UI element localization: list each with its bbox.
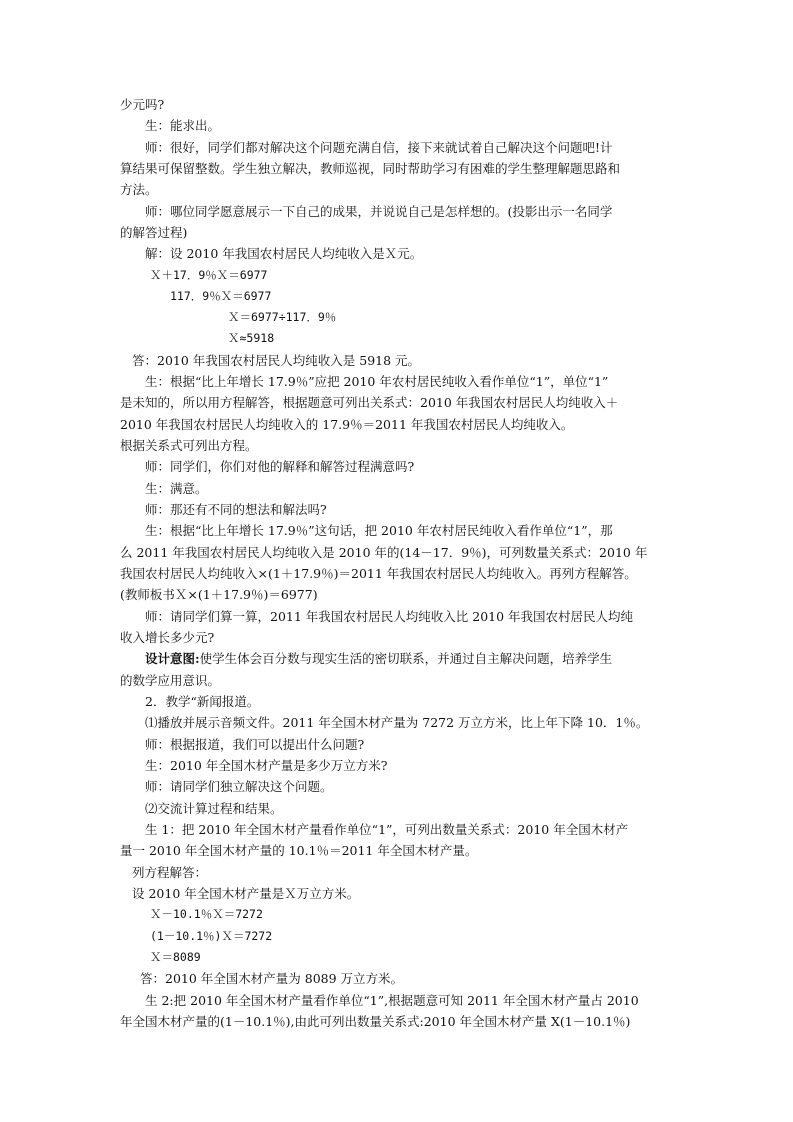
text-line: 师：请同学们算一算，2011 年我国农村居民人均纯收入比 2010 年我国农村居民人均纯: [145, 609, 634, 624]
text-line: 生：根据“比上年增长 17.9％”应把 2010 年农村居民纯收入看作单位“1”，单位“1”: [145, 374, 609, 389]
equation-line: Ｘ＋17．9％Ｘ＝6977: [150, 268, 268, 282]
text-line: 生 2:把 2010 年全国木材产量看作单位“1”,根据题意可知 2011 年全国木材产量占 2010: [145, 993, 639, 1008]
text-line: 方法。: [120, 182, 158, 197]
text-line: 的数学应用意识。: [120, 673, 221, 688]
text-line: (教师板书Ｘ×(1＋17.9％)＝6977): [120, 587, 318, 602]
design-intent-text: 使学生体会百分数与现实生活的密切联系，并通过自主解决问题，培养学生: [199, 651, 613, 666]
text-line: 生：2010 年全国木材产量是多少万立方米?: [145, 758, 388, 773]
text-line: 列方程解答：: [132, 865, 208, 880]
text-line: 的解答过程): [120, 225, 188, 240]
text-line: 么 2011 年我国农村居民人均纯收入是 2010 年的(14－17．9％)，可列数量关系式：2010 年: [120, 545, 648, 560]
design-intent-label: 设计意图:: [145, 651, 200, 666]
equation-line: Ｘ＝6977÷117．9％: [228, 310, 337, 324]
text-line: 生：满意。: [145, 481, 208, 496]
equation-line: Ｘ≈5918: [228, 331, 275, 345]
text-line: 答：2010 年全国木材产量为 8089 万立方米。: [140, 971, 404, 986]
equation-line: Ｘ＝8089: [150, 950, 201, 964]
text-line: 设 2010 年全国木材产量是Ｘ万立方米。: [132, 886, 360, 901]
text-line: 师：请同学们独立解决这个问题。: [145, 779, 333, 794]
text-line: 师：那还有不同的想法和解法吗?: [145, 502, 327, 517]
text-line: 生：根据“比上年增长 17.9％”这句话，把 2010 年农村居民纯收入看作单位“1”，那: [145, 523, 613, 538]
equation-line: (1－10.1％)Ｘ＝7272: [150, 929, 273, 943]
text-line: 生 1：把 2010 年全国木材产量看作单位“1”，可列出数量关系式：2010 年全国木材产: [145, 822, 629, 837]
section-heading: 2．教学“新闻报道。: [145, 694, 260, 709]
text-line: ⑵交流计算过程和结果。: [145, 801, 283, 816]
text-line: 师：同学们，你们对他的解释和解答过程满意吗?: [145, 459, 415, 474]
text-line: 解：设 2010 年我国农村居民人均纯收入是Ｘ元。: [145, 246, 423, 261]
equation-line: Ｘ－10.1％Ｘ＝7272: [150, 907, 263, 921]
text-line: 师：根据报道，我们可以提出什么问题?: [145, 737, 365, 752]
text-line: 收入增长多少元?: [120, 630, 215, 645]
text-line: 生：能求出。: [145, 118, 221, 133]
text-line: 师：哪位同学愿意展示一下自己的成果，并说说自己是怎样想的。(投影出示一名同学: [145, 204, 613, 219]
text-line: 我国农村居民人均纯收入×(1＋17.9％)＝2011 年我国农村居民人均纯收入。再列方程解答。: [120, 566, 637, 581]
text-line: 少元吗?: [120, 97, 165, 112]
text-line: 2010 年我国农村居民人均纯收入的 17.9％＝2011 年我国农村居民人均纯收入。: [120, 417, 574, 432]
text-line: 年全国木材产量的(1－10.1％),由此可列出数量关系式:2010 年全国木材产量 X(1－10.1％): [120, 1014, 631, 1029]
text-line: 算结果可保留整数。学生独立解决，教师巡视，同时帮助学习有困难的学生整理解题思路和: [120, 161, 621, 176]
text-line: 答：2010 年我国农村居民人均纯收入是 5918 元。: [132, 353, 421, 368]
text-line: ⑴播放并展示音频文件。2011 年全国木材产量为 7272 万立方米，比上年下降 10．1％。: [145, 715, 649, 730]
text-line: 师：很好，同学们都对解决这个问题充满自信，接下来就试着自己解决这个问题吧!计: [145, 140, 613, 155]
design-intent-line: [145, 648, 745, 669]
text-line: 量一 2010 年全国木材产量的 10.1％＝2011 年全国木材产量。: [120, 843, 478, 858]
equation-line: 117．9％Ｘ＝6977: [170, 289, 272, 303]
text-line: 根据关系式可列出方程。: [120, 438, 258, 453]
text-line: 是未知的，所以用方程解答，根据题意可列出关系式：2010 年我国农村居民人均纯收入＋: [120, 395, 619, 410]
